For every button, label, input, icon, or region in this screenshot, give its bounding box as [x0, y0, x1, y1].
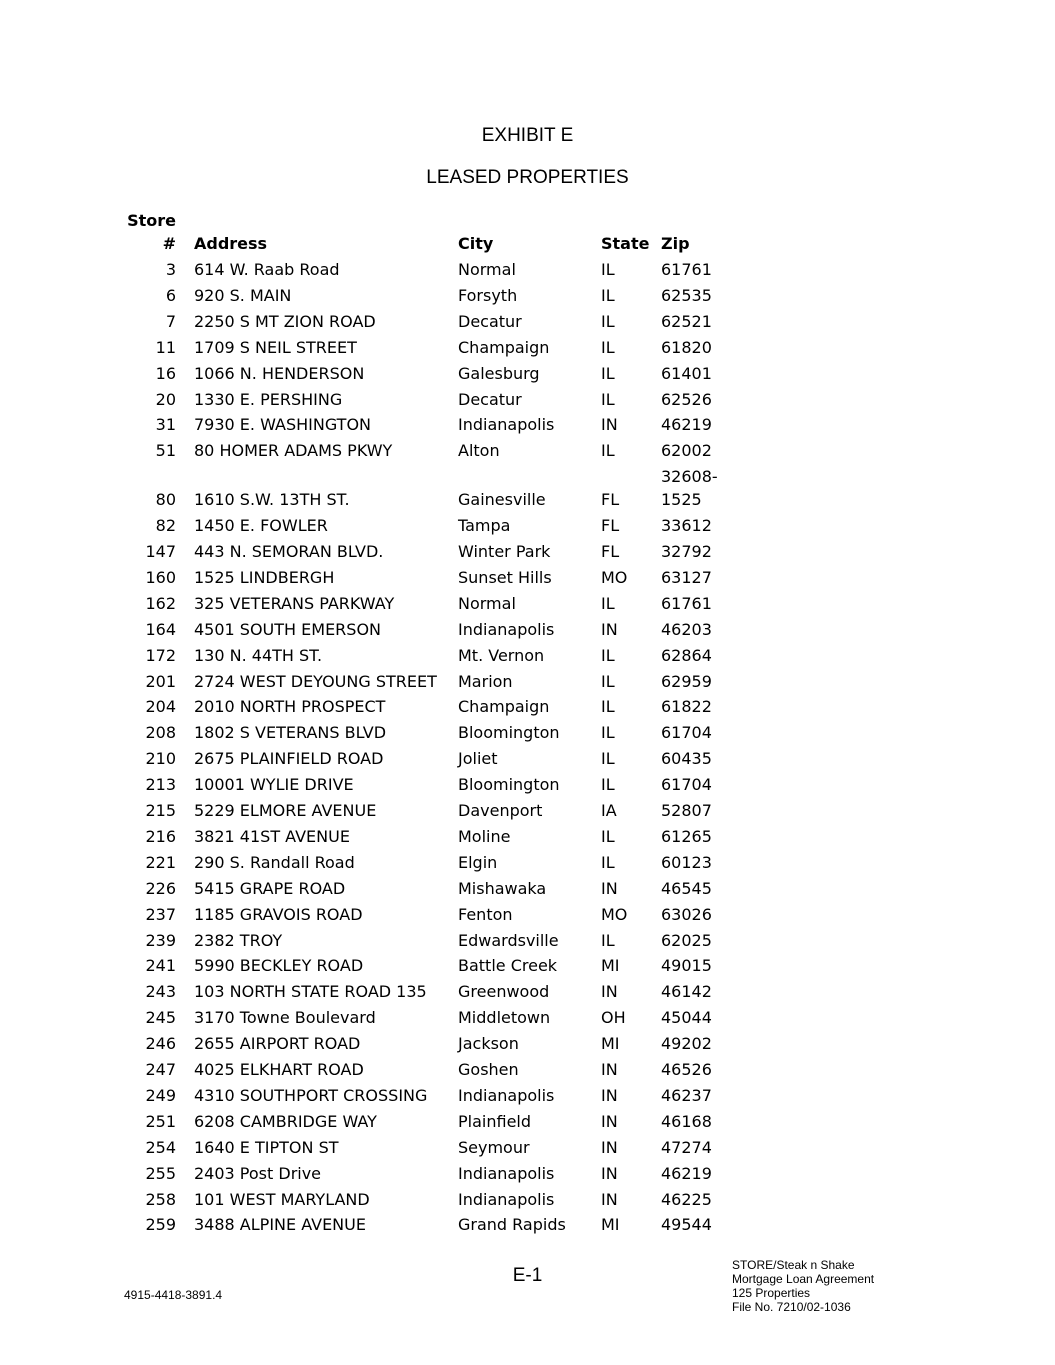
cell-address: 1525 LINDBERGH: [194, 567, 335, 587]
cell-state: IL: [601, 697, 615, 717]
cell-state: MO: [601, 567, 628, 587]
cell-city: Grand Rapids: [458, 1215, 566, 1235]
cell-zip: 46219: [661, 415, 712, 435]
cell-zip: 49202: [661, 1034, 712, 1054]
cell-state: IL: [601, 311, 615, 331]
cell-address: 5990 BECKLEY ROAD: [194, 956, 364, 976]
footer-info-line: 125 Properties: [732, 1286, 811, 1300]
cell-address: 443 N. SEMORAN BLVD.: [194, 542, 384, 561]
header-store: Store: [127, 211, 176, 230]
cell-state: IN: [601, 1060, 618, 1079]
cell-zip: 46225: [661, 1189, 712, 1209]
cell-zip: 62959: [661, 671, 712, 691]
cell-address: 3821 41ST AVENUE: [194, 826, 350, 846]
cell-zip: 46168: [661, 1111, 712, 1131]
footer-document-info: [732, 1258, 874, 1314]
cell-zip: 47274: [661, 1137, 712, 1157]
cell-city: Galesburg: [458, 363, 540, 383]
cell-city: Mishawaka: [458, 878, 547, 898]
document-number: 4915-4418-3891.4: [124, 1288, 223, 1302]
cell-state: IL: [601, 441, 615, 461]
cell-city: Jackson: [458, 1034, 519, 1054]
cell-address: 4310 SOUTHPORT CROSSING: [194, 1085, 428, 1105]
cell-city: Champaign: [458, 697, 550, 717]
cell-state: IN: [601, 1111, 618, 1131]
cell-city: Champaign: [458, 337, 550, 357]
cell-address: 2382 TROY: [194, 930, 283, 950]
cell-city: Tampa: [458, 516, 511, 536]
footer-info-line: Mortgage Loan Agreement: [732, 1272, 875, 1286]
cell-store-number: 213: [145, 775, 176, 795]
cell-address: 1450 E. FOWLER: [194, 516, 328, 536]
cell-store-number: 258: [145, 1189, 176, 1209]
cell-state: IN: [601, 982, 618, 1002]
cell-store-number: 215: [145, 801, 176, 820]
cell-state: IL: [601, 723, 615, 743]
cell-city: Indianapolis: [458, 619, 555, 639]
cell-state: IN: [601, 878, 618, 898]
cell-store-number: 147: [145, 542, 176, 561]
cell-state: MI: [601, 956, 620, 976]
cell-store-number: 237: [145, 904, 176, 924]
header-city: City: [458, 234, 494, 253]
cell-zip: 62002: [661, 441, 712, 461]
cell-address: 2010 NORTH PROSPECT: [194, 697, 386, 717]
cell-store-number: 243: [145, 982, 176, 1002]
cell-address: 1640 E TIPTON ST: [194, 1137, 339, 1157]
cell-zip: 46142: [661, 982, 712, 1002]
cell-state: IN: [601, 1163, 618, 1183]
cell-city: Battle Creek: [458, 956, 558, 976]
cell-address: 7930 E. WASHINGTON: [194, 415, 372, 435]
cell-city: Winter Park: [458, 542, 551, 561]
cell-city: Plainfield: [458, 1111, 532, 1131]
cell-address: 2675 PLAINFIELD ROAD: [194, 749, 384, 769]
cell-address: 130 N. 44TH ST.: [194, 645, 323, 665]
cell-store-number: 249: [145, 1085, 176, 1105]
cell-state: IL: [601, 337, 615, 357]
exhibit-subtitle: LEASED PROPERTIES: [426, 167, 629, 188]
cell-address: 1802 S VETERANS BLVD: [194, 723, 387, 743]
cell-city: Davenport: [458, 801, 543, 820]
cell-state: MI: [601, 1215, 620, 1235]
cell-address: 6208 CAMBRIDGE WAY: [194, 1111, 377, 1131]
cell-city: Gainesville: [458, 490, 546, 510]
cell-city: Indianapolis: [458, 1085, 555, 1105]
cell-zip: 62864: [661, 645, 712, 665]
cell-city: Middletown: [458, 1008, 551, 1028]
cell-address: 1610 S.W. 13TH ST.: [194, 490, 350, 510]
cell-state: IN: [601, 619, 618, 639]
cell-state: IL: [601, 775, 615, 795]
cell-store-number: 7: [165, 311, 176, 331]
cell-store-number: 80: [155, 490, 176, 510]
header-zip: Zip: [661, 234, 690, 253]
cell-store-number: 254: [145, 1137, 176, 1157]
cell-city: Decatur: [458, 389, 522, 409]
cell-city: Indianapolis: [458, 415, 555, 435]
cell-store-number: 255: [145, 1163, 176, 1183]
cell-city: Bloomington: [458, 775, 560, 795]
cell-store-number: 251: [145, 1111, 176, 1131]
cell-address: 2250 S MT ZION ROAD: [194, 311, 376, 331]
cell-store-number: 259: [145, 1215, 176, 1235]
cell-zip: 61822: [661, 697, 712, 717]
cell-city: Sunset Hills: [458, 567, 552, 587]
cell-address: 920 S. MAIN: [194, 285, 292, 305]
cell-zip: 46526: [661, 1060, 712, 1079]
cell-state: IL: [601, 852, 615, 872]
cell-store-number: 160: [145, 567, 176, 587]
cell-city: Edwardsville: [458, 930, 559, 950]
cell-zip: 61761: [661, 593, 712, 613]
cell-address: 2724 WEST DEYOUNG STREET: [194, 671, 437, 691]
cell-state: IL: [601, 389, 615, 409]
cell-city: Goshen: [458, 1060, 519, 1079]
cell-store-number: 6: [165, 285, 176, 305]
cell-store-number: 16: [155, 363, 176, 383]
cell-state: IN: [601, 1085, 618, 1105]
cell-city: Mt. Vernon: [458, 645, 545, 665]
cell-city: Seymour: [458, 1137, 530, 1157]
cell-zip: 62535: [661, 285, 712, 305]
cell-store-number: 247: [145, 1060, 176, 1079]
footer-info-line: STORE/Steak n Shake: [732, 1258, 855, 1272]
cell-store-number: 201: [145, 671, 176, 691]
cell-zip: 49544: [661, 1215, 712, 1235]
cell-store-number: 31: [155, 415, 176, 435]
cell-store-number: 162: [145, 593, 176, 613]
cell-zip: 45044: [661, 1008, 712, 1028]
cell-store-number: 245: [145, 1008, 176, 1028]
cell-zip: 46237: [661, 1085, 712, 1105]
cell-zip: 32792: [661, 542, 712, 561]
cell-store-number: 241: [145, 956, 176, 976]
cell-state: FL: [601, 516, 620, 536]
cell-address: 2403 Post Drive: [194, 1163, 322, 1183]
cell-address: 4501 SOUTH EMERSON: [194, 619, 382, 639]
cell-city: Marion: [458, 671, 513, 691]
cell-zip: 46545: [661, 878, 712, 898]
cell-city: Elgin: [458, 852, 498, 872]
cell-city: Fenton: [458, 904, 513, 924]
cell-address: 2655 AIRPORT ROAD: [194, 1034, 361, 1054]
cell-city: Joliet: [458, 749, 498, 769]
cell-zip: 33612: [661, 516, 712, 536]
cell-address: 5415 GRAPE ROAD: [194, 878, 346, 898]
cell-store-number: 221: [145, 852, 176, 872]
cell-store-number: 82: [155, 516, 176, 536]
cell-city: Forsyth: [458, 285, 518, 305]
cell-zip: 1525: [661, 490, 702, 510]
cell-city: Normal: [458, 593, 516, 613]
cell-address: 1330 E. PERSHING: [194, 389, 343, 409]
cell-zip: 46203: [661, 619, 712, 639]
cell-store-number: 246: [145, 1034, 176, 1054]
cell-city: Indianapolis: [458, 1163, 555, 1183]
cell-store-number: 20: [155, 389, 176, 409]
footer-info-line: File No. 7210/02-1036: [732, 1300, 851, 1314]
cell-store-number: 172: [145, 645, 176, 665]
cell-zip: 60435: [661, 749, 712, 769]
cell-zip: 61704: [661, 723, 712, 743]
cell-city: Greenwood: [458, 982, 550, 1002]
cell-address: 80 HOMER ADAMS PKWY: [194, 441, 393, 461]
cell-address: 325 VETERANS PARKWAY: [194, 593, 395, 613]
cell-state: IL: [601, 930, 615, 950]
cell-store-number: 216: [145, 826, 176, 846]
cell-address: 290 S. Randall Road: [194, 852, 355, 872]
cell-zip: 61820: [661, 337, 712, 357]
cell-zip: 61761: [661, 260, 712, 279]
cell-zip: 49015: [661, 956, 712, 976]
cell-zip: 52807: [661, 801, 712, 820]
cell-address: 3488 ALPINE AVENUE: [194, 1215, 366, 1235]
cell-address: 10001 WYLIE DRIVE: [194, 775, 354, 795]
cell-state: IL: [601, 285, 615, 305]
cell-city: Indianapolis: [458, 1189, 555, 1209]
cell-city: Normal: [458, 260, 516, 279]
cell-address: 1185 GRAVOIS ROAD: [194, 904, 363, 924]
cell-state: MO: [601, 904, 628, 924]
cell-store-number: 11: [155, 337, 176, 357]
cell-state: IL: [601, 260, 615, 279]
cell-store-number: 204: [145, 697, 176, 717]
cell-state: FL: [601, 542, 620, 561]
cell-store-number: 208: [145, 723, 176, 743]
cell-state: IL: [601, 749, 615, 769]
cell-state: FL: [601, 490, 620, 510]
cell-zip: 62025: [661, 930, 712, 950]
cell-state: IA: [601, 801, 617, 820]
cell-state: IL: [601, 593, 615, 613]
cell-address: 1709 S NEIL STREET: [194, 337, 357, 357]
cell-city: Alton: [458, 441, 500, 461]
header-state: State: [601, 234, 650, 253]
cell-store-number: 51: [155, 441, 176, 461]
cell-store-number: 210: [145, 749, 176, 769]
cell-address: 101 WEST MARYLAND: [194, 1189, 370, 1209]
cell-address: 1066 N. HENDERSON: [194, 363, 365, 383]
cell-zip: 62526: [661, 389, 712, 409]
cell-state: IL: [601, 645, 615, 665]
cell-store-number: 239: [145, 930, 176, 950]
cell-city: Decatur: [458, 311, 522, 331]
cell-zip: 61265: [661, 826, 712, 846]
cell-state: IN: [601, 1189, 618, 1209]
cell-zip: 63026: [661, 904, 712, 924]
cell-state: IN: [601, 1137, 618, 1157]
cell-city: Bloomington: [458, 723, 560, 743]
cell-state: OH: [601, 1008, 626, 1028]
cell-address: 5229 ELMORE AVENUE: [194, 801, 377, 820]
cell-store-number: 3: [165, 260, 176, 279]
cell-zip: 60123: [661, 852, 712, 872]
cell-zip: 63127: [661, 567, 712, 587]
header-store-number: #: [162, 234, 176, 253]
cell-state: MI: [601, 1034, 620, 1054]
cell-store-number: 226: [145, 878, 176, 898]
cell-zip: 61401: [661, 363, 712, 383]
cell-zip: 61704: [661, 775, 712, 795]
cell-state: IN: [601, 415, 618, 435]
cell-state: IL: [601, 363, 615, 383]
cell-zip-line1: 32608-: [661, 467, 718, 487]
cell-address: 103 NORTH STATE ROAD 135: [194, 982, 427, 1002]
cell-state: IL: [601, 826, 615, 846]
header-address: Address: [194, 234, 268, 253]
cell-store-number: 164: [145, 619, 176, 639]
cell-address: 4025 ELKHART ROAD: [194, 1060, 364, 1079]
cell-city: Moline: [458, 826, 511, 846]
cell-address: 3170 Towne Boulevard: [194, 1008, 376, 1028]
cell-state: IL: [601, 671, 615, 691]
cell-address: 614 W. Raab Road: [194, 260, 340, 279]
exhibit-title: EXHIBIT E: [481, 125, 574, 146]
page-number: E-1: [512, 1265, 543, 1286]
cell-zip: 62521: [661, 311, 712, 331]
cell-zip: 46219: [661, 1163, 712, 1183]
